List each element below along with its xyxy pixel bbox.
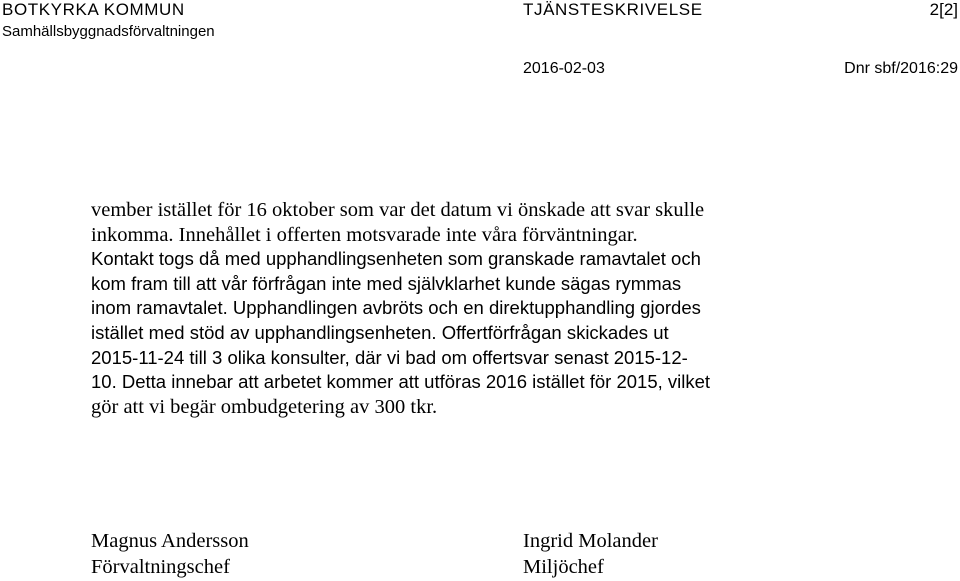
document-type: TJÄNSTESKRIVELSE [523,0,703,19]
signature-block-left [91,528,249,580]
signatory-title: Förvaltningschef [91,556,230,578]
signatory-title: Miljöchef [523,556,604,578]
body-line: 10. Detta innebar att arbetet kommer att utföras 2016 istället för 2015, vilket [91,371,711,393]
body-line: inom ramavtalet. Upphandlingen avbröts och en direktupphandling gjordes [91,297,701,319]
organization-name: BOTKYRKA KOMMUN [2,0,185,19]
body-line: inkomma. Innehållet i offerten motsvarade inte våra förväntningar. [91,223,638,246]
signatory-name: Ingrid Molander [523,530,658,552]
document-reference-number: Dnr sbf/2016:29 [844,60,958,77]
document-date: 2016-02-03 [523,60,605,77]
document-header [0,0,960,90]
body-line: istället med stöd av upphandlingsenheten. Offertförfrågan skickades ut [91,321,669,343]
document-body [91,198,831,419]
signature-block-right [523,528,658,580]
body-line: 2015-11-24 till 3 olika konsulter, där vi bad om offertsvar senast 2015-12- [91,346,688,368]
body-line: Kontakt togs då med upphandlingsenheten som granskade ramavtalet och [91,248,701,270]
body-line: gör att vi begär ombudgetering av 300 tkr. [91,395,438,418]
signatory-name: Magnus Andersson [91,530,249,552]
body-line: kom fram till att vår förfrågan inte med självklarhet kunde sägas rymmas [91,272,682,294]
page-number: 2[2] [929,0,958,19]
department-name: Samhällsbyggnadsförvaltningen [2,23,215,40]
body-line: vember istället för 16 oktober som var det datum vi önskade att svar skulle [91,199,705,221]
